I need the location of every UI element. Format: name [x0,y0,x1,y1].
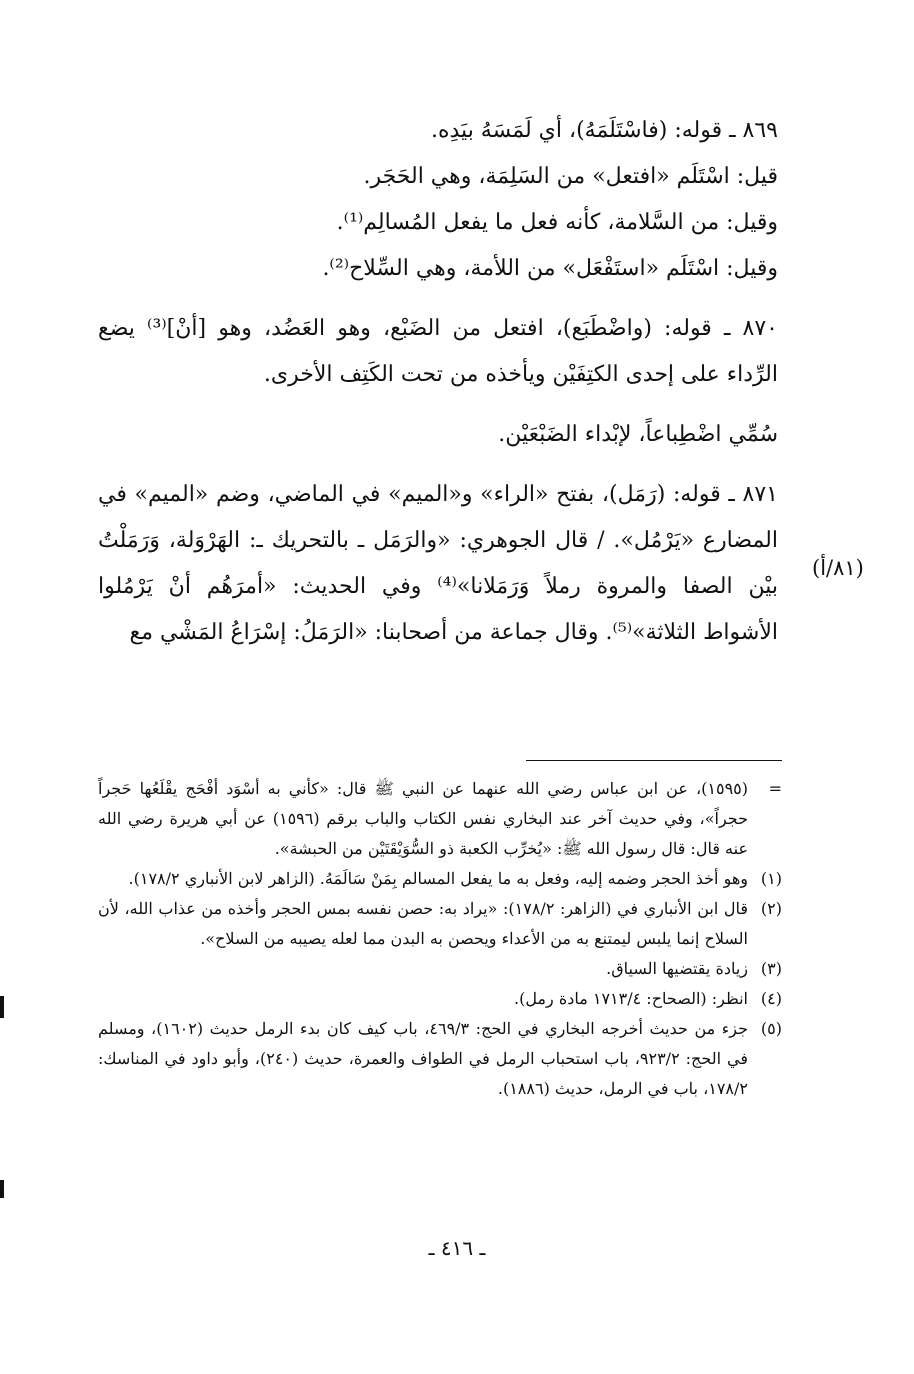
paragraph-871: ٨٧١ ـ قوله: (رَمَل)، بفتح «الراء» و«الميم» في الماضي، وضم «الميم» في المضارع «يَرْمُل». / قال الجوهري: «والرَمَل ـ بالتحريك ـ: الهَرْوَلة، وَرَمَلْتُ بيْن الصفا والمروة رملاً وَرَمَلانا»⁽⁴⁾ وفي الحديث: «أمرَهُم أنْ يَرْمُلوا الأشواط الثلاثة»⁽⁵⁾. وقال جماعة من أصحابنا: «الرَمَلُ: إسْرَاعُ المَشْي مع [98,482,778,645]
footnote-separator [526,760,782,761]
paragraph-869-note-2: وقيل: من السَّلامة، كأنه فعل ما يفعل المُسالِم⁽¹⁾. [336,210,778,235]
paragraph-869: ٨٦٩ ـ قوله: (فاسْتَلَمَهُ)، أي لَمَسَهُ بيَدِه. [430,118,778,143]
footnote-marker: (٤) [760,989,782,1008]
paragraph-gap [98,458,778,472]
footnote-text: قال ابن الأنباري في (الزاهر: ١٧٨/٢): «يراد به: حصن نفسه بمس الحجر وأخذه من عذاب الله، لأن السلاح إنما يلبس ليمتنع به من الأعداء ويحصن به البدن مما لعله يصيبه من السلاح». [98,899,749,948]
footnote-text: (١٥٩٥)، عن ابن عباس رضي الله عنهما عن النبي ﷺ قال: «كأني به أسْوَد أفْحَج يقْلَعُها حَجراً حجراً»، وفي حديث آخر عند البخاري نفس الكتاب والباب برقم (١٥٩٦) عن أبي هريرة رضي الله عنه قال: قال رسول الله ﷺ: «يُخرِّب الكعبة ذو السُّوَيْقَتَيْن من الحبشة». [98,779,749,858]
paragraph-870-note: سُمِّي اضْطِباعاً، لإبْداء الضَبْعَيْن. [498,422,778,447]
footnote-marker: = [768,779,782,798]
footnote-marker: (٢) [760,899,782,918]
paragraph-869-note-1: قيل: اسْتَلَم «افتعل» من السَلِمَة، وهي الحَجَر. [363,164,778,189]
footnote-text: وهو أخذ الحجر وضمه إليه، وفعل به ما يفعل المسالم بِمَنْ سَالَمَهُ. (الزاهر لابن الأنباري ١٧٨/٢). [128,869,748,888]
footnote-text: جزء من حديث أخرجه البخاري في الحج: ٤٦٩/٣، باب كيف كان بدء الرمل حديث (١٦٠٢)، ومسلم في الحج: ٩٢٣/٢، باب استحباب الرمل في الطواف والعمرة، حديث (٢٤٠)، وأبو داود في المناسك: ١٧٨/٢، باب في الرمل، حديث (١٨٨٦). [98,1019,748,1098]
scan-edge-mark [0,996,4,1018]
footnotes [98,774,782,1104]
footnote-3 [98,954,782,984]
footnote-4 [98,984,782,1014]
footnote-marker: (٥) [760,1019,782,1038]
paragraph-gap [98,292,778,306]
paragraph-gap [98,398,778,412]
footnote-2 [98,894,782,954]
scan-edge-mark [0,1180,4,1198]
footnote-marker: (٣) [760,959,782,978]
main-text [98,108,778,656]
footnote-marker: (١) [760,869,782,888]
paragraph-870: ٨٧٠ ـ قوله: (واضْطَبَع)، افتعل من الضَبْع، وهو العَضُد، وهو [أنْ]⁽³⁾ يضع الرِّداء على إحدى الكتِفَيْن ويأخذه من تحت الكَتِف الأخرى. [98,316,778,387]
footnote-1 [98,864,782,894]
footnote-text: زيادة يقتضيها السياق. [606,959,748,978]
footnote-5 [98,1014,782,1104]
folio-marker: (٨١/أ) [812,556,864,580]
paragraph-869-note-3: وقيل: اسْتَلَم «استَفْعَل» من اللأمة، وهي السِّلاح⁽²⁾. [322,256,778,281]
page-number: ـ ٤١٦ ـ [428,1236,486,1260]
footnote-continuation [98,774,782,864]
footnote-text: انظر: (الصحاح: ١٧١٣/٤ مادة رمل). [513,989,748,1008]
